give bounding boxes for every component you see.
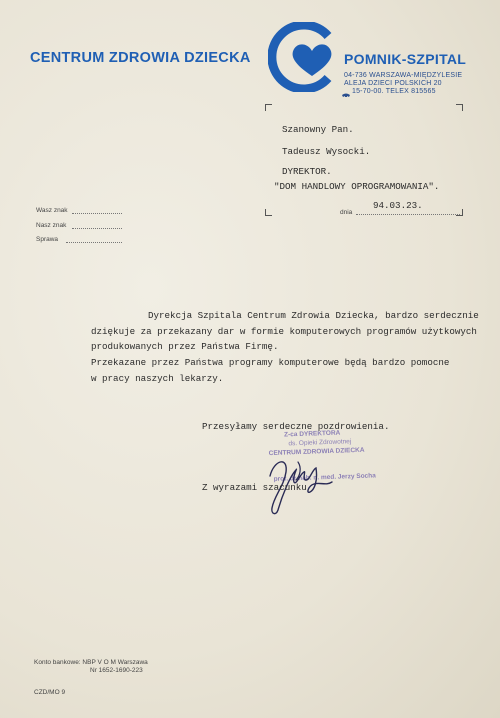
address-window-corner xyxy=(456,104,463,111)
nasz-znak-line xyxy=(72,228,122,229)
sprawa-line xyxy=(66,242,122,243)
institution-name: CENTRUM ZDROWIA DZIECKA xyxy=(30,50,251,66)
stamp-line: Z-ca DYREKTORA xyxy=(283,429,341,439)
letter-date: 94.03.23. xyxy=(373,200,423,211)
form-code: CZD/MO 9 xyxy=(34,689,66,696)
stamp-line: CENTRUM ZDROWIA DZIECKA xyxy=(268,446,365,458)
nasz-znak-label: Nasz znak xyxy=(36,222,67,229)
stamp-line: ds. Opieki Zdrowotnej xyxy=(288,438,352,448)
wasz-znak-label: Wasz znak xyxy=(36,207,68,214)
body-line: w pracy naszych lekarzy. xyxy=(91,373,224,384)
greeting: Przesyłamy serdeczne pozdrowienia. xyxy=(202,421,390,432)
recipient-salutation: Szanowny Pan. xyxy=(282,124,354,135)
recipient-name: Tadeusz Wysocki. xyxy=(282,146,371,157)
stamp-line: prof. dr hab. n. med. Jerzy Socha xyxy=(273,472,376,483)
closing-phrase: Z wyrazami szacunku xyxy=(202,482,307,493)
body-line: Przekazane przez Państwa programy komputerowe będą bardzo pomocne xyxy=(91,357,450,368)
body-line: Dyrekcja Szpitala Centrum Zdrowia Dziecka, bardzo serdecznie xyxy=(148,310,479,321)
heart-in-c-logo-icon xyxy=(268,22,348,92)
wasz-znak-line xyxy=(72,213,122,214)
bank-account-label: Konto bankowe: NBP V O M Warszawa xyxy=(34,659,148,666)
sprawa-label: Sprawa xyxy=(36,236,59,243)
phone-icon xyxy=(342,86,350,92)
bank-account-number: Nr 1652-1690-223 xyxy=(90,667,143,674)
date-line xyxy=(356,214,460,215)
phone-telex-line: 15-70-00. TELEX 815565 xyxy=(352,88,436,95)
address-window-corner xyxy=(265,104,272,111)
body-line: dziękuje za przekazany dar w formie komputerowych programów użytkowych xyxy=(91,326,477,337)
recipient-title: DYREKTOR. xyxy=(282,166,332,177)
address-line: 04-736 WARSZAWA-MIĘDZYLESIE xyxy=(344,72,463,79)
recipient-company: "DOM HANDLOWY OPROGRAMOWANIA". xyxy=(274,181,440,192)
address-line: ALEJA DZIECI POLSKICH 20 xyxy=(344,80,442,87)
body-line: produkowanych przez Państwa Firmę. xyxy=(91,341,279,352)
institution-subtitle: POMNIK-SZPITAL xyxy=(344,51,467,67)
address-window-corner xyxy=(265,209,272,216)
date-label: dnia xyxy=(340,209,353,216)
